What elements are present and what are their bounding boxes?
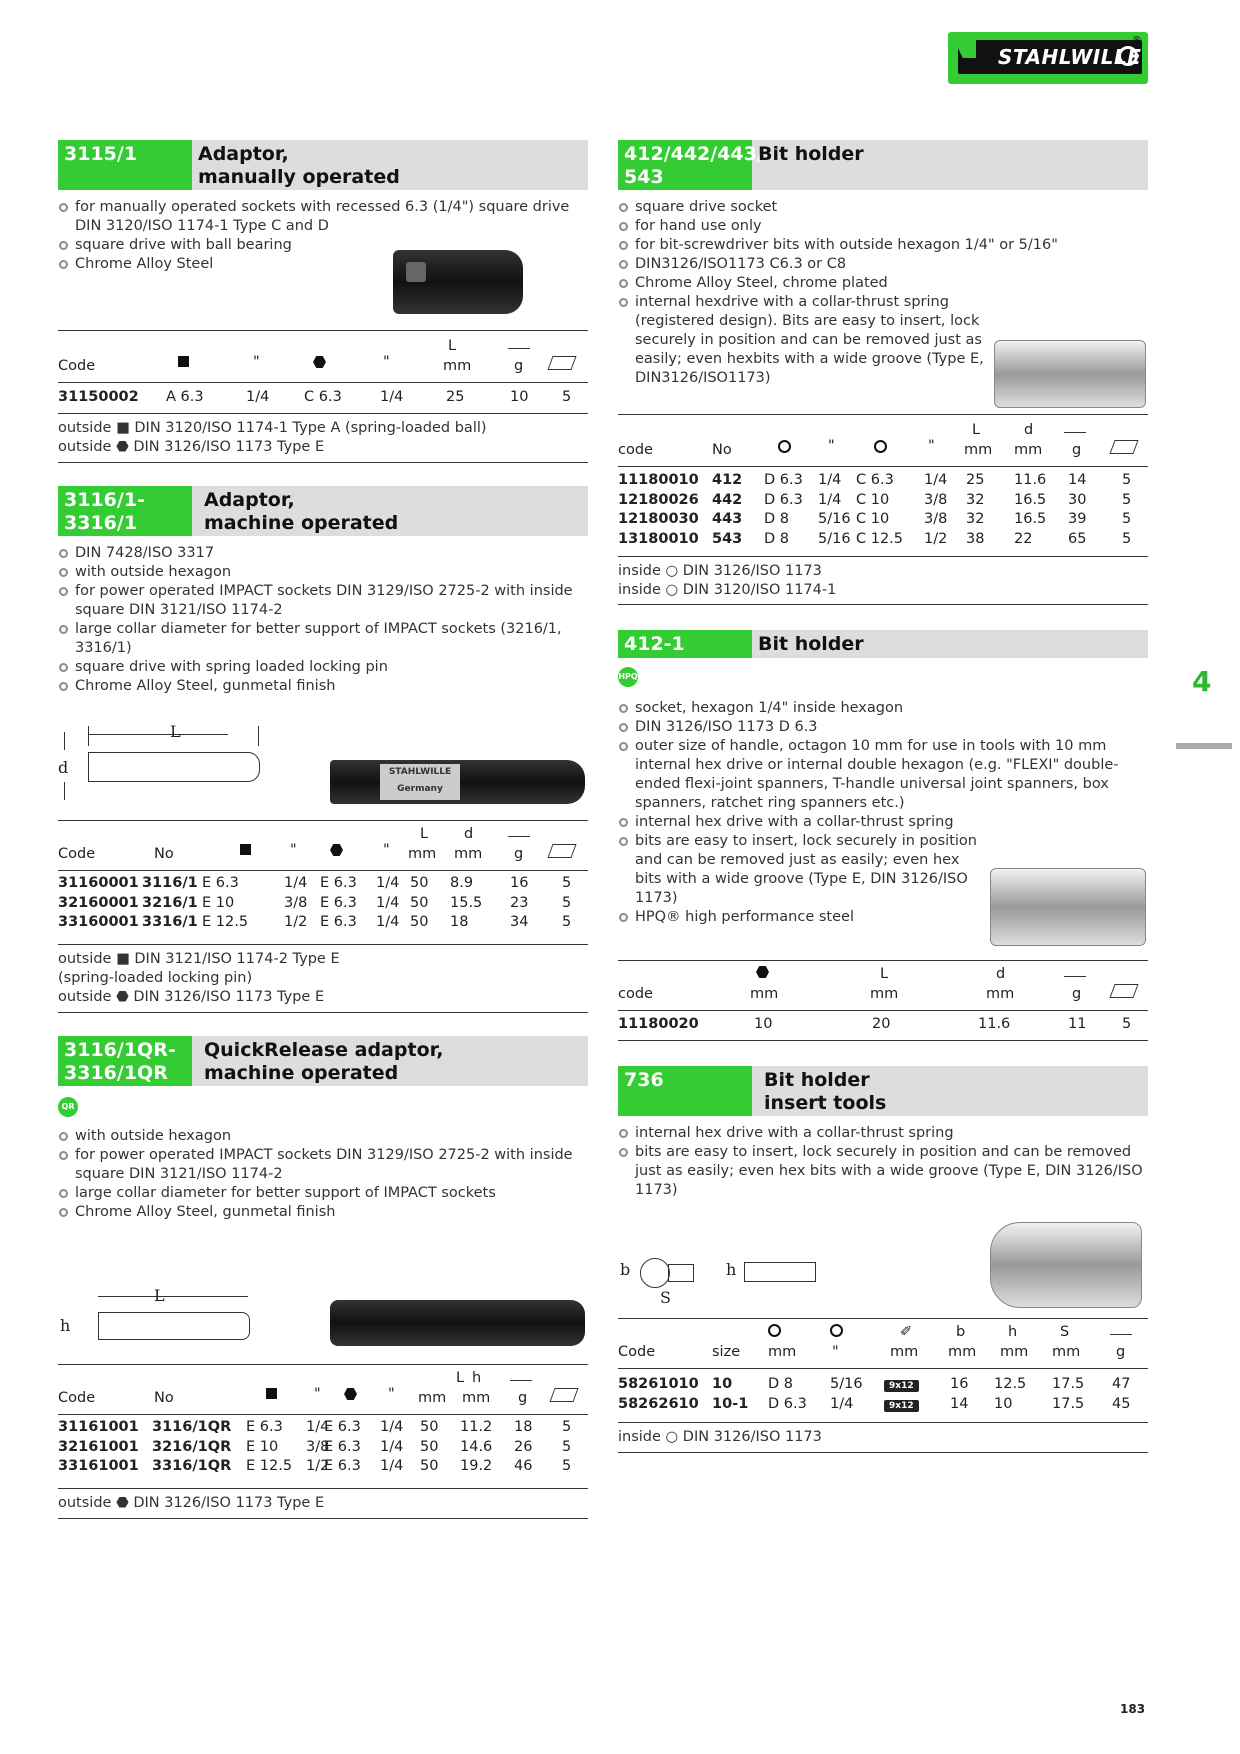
table-cell-hex_in: 1/4 — [376, 894, 400, 911]
table-cell-sq_in: 1/4 — [306, 1419, 330, 1435]
table-cell-b: 16 — [950, 1376, 969, 1392]
list-item: HPQ® high performance steel — [618, 908, 1130, 927]
list-item: Chrome Alloy Steel, gunmetal finish — [58, 677, 588, 696]
divider — [618, 960, 1148, 961]
table-cell-a: D 8 — [764, 511, 789, 527]
table-cell-no: 412 — [712, 472, 743, 488]
list-item: for hand use only — [618, 217, 1143, 236]
divider — [58, 944, 588, 945]
section-header — [58, 486, 588, 536]
table-cell-g: 26 — [514, 1438, 533, 1455]
divider — [58, 413, 588, 414]
divider — [58, 1488, 588, 1489]
section-header — [58, 1036, 588, 1086]
table-cell-g: 45 — [1112, 1395, 1131, 1412]
page-number: 183 — [1120, 1702, 1146, 1716]
dimension-diagram: L h — [58, 1286, 268, 1356]
table-cell-g: 14 — [1068, 472, 1087, 488]
insert-tool-icon: ✐ — [900, 1324, 913, 1340]
section-736 — [618, 1066, 1148, 1200]
table-cell-pack: 5 — [562, 875, 572, 891]
footnote: outside ■ DIN 3121/ISO 1174-2 Type E (spring-loaded locking pin) outside ⬣ DIN 3126/ISO 1173 Type E — [58, 951, 340, 1005]
table-cell-h: 12.5 — [994, 1376, 1027, 1392]
divider — [618, 1452, 1148, 1453]
table-row — [618, 472, 1148, 491]
divider — [58, 462, 588, 463]
product-code: 3116/1- 3316/1 — [58, 486, 192, 536]
table-cell-pack: 5 — [1122, 491, 1132, 508]
table-cell-b: C 12.5 — [856, 530, 904, 547]
table-cell-pack: 5 — [1122, 530, 1132, 547]
table-cell-g: 46 — [514, 1458, 533, 1474]
product-image-label: STAHLWILLE Germany — [380, 764, 460, 800]
table-cell-pill: 9x12 — [884, 1376, 919, 1392]
table-cell-no: 443 — [712, 511, 743, 527]
divider — [58, 870, 588, 871]
divider — [58, 1012, 588, 1013]
table-cell-sq_in: 3/8 — [284, 894, 308, 911]
table-cell-hex: E 6.3 — [324, 1458, 361, 1474]
divider — [58, 1364, 588, 1365]
divider — [618, 1422, 1148, 1423]
table-cell-sq_in: 3/8 — [306, 1438, 330, 1455]
table-cell-pack: 5 — [562, 914, 572, 930]
table-row — [58, 895, 588, 914]
table-cell-d: 11.6 — [1014, 472, 1047, 488]
table-cell-pack: 5 — [562, 894, 572, 911]
divider — [618, 466, 1148, 467]
product-code: 3116/1QR- 3316/1QR — [58, 1036, 192, 1086]
table-cell-hex: E 6.3 — [320, 894, 357, 911]
table-cell-sq: E 6.3 — [246, 1419, 283, 1435]
section-3115-1 — [58, 140, 588, 274]
list-item: for power operated IMPACT sockets DIN 3129/ISO 2725-2 with inside square DIN 3121/ISO 1174-2 — [58, 1146, 588, 1184]
table-cell-d: 18 — [450, 914, 469, 930]
table-cell-a: D 8 — [764, 530, 789, 547]
list-item: with outside hexagon — [58, 1127, 588, 1146]
table-cell-b_in: 1/2 — [924, 530, 948, 547]
table-cell-L: 50 — [420, 1419, 439, 1435]
table-cell-sq_in: 1/2 — [284, 914, 308, 930]
table-cell-L: 32 — [966, 511, 985, 527]
table-cell-size: 10-1 — [712, 1395, 749, 1412]
table-cell-b: 14 — [950, 1395, 969, 1412]
table-cell-code: 31160001 — [58, 875, 139, 891]
table-cell-sq: E 12.5 — [202, 914, 249, 930]
table-cell-pack: 5 — [1122, 472, 1132, 488]
table-header: L Code " " mm g — [58, 338, 588, 378]
table-cell-hex: E 6.3 — [320, 875, 357, 891]
table-cell-h: 14.6 — [460, 1438, 493, 1455]
list-item: socket, hexagon 1/4" inside hexagon — [618, 699, 1130, 718]
table-cell-g: 30 — [1068, 491, 1087, 508]
table-cell-pack: 5 — [562, 1438, 572, 1455]
table-cell-code: 33161001 — [58, 1458, 139, 1474]
divider — [618, 1010, 1148, 1011]
table-cell-pill: 9x12 — [884, 1396, 919, 1412]
table-cell-g: 34 — [510, 914, 529, 930]
section-header — [618, 140, 1148, 190]
product-image-insert-tool — [990, 1222, 1142, 1308]
table-cell-hex: E 6.3 — [324, 1438, 361, 1455]
table-cell-g: 65 — [1068, 530, 1087, 547]
table-cell-a: D 6.3 — [764, 491, 803, 508]
table-cell-hex: E 6.3 — [324, 1419, 361, 1435]
list-item: DIN 3126/ISO 1173 D 6.3 — [618, 718, 1130, 737]
table-cell-pack: 5 — [562, 1458, 572, 1474]
table-row — [618, 531, 1148, 550]
list-item: internal hexdrive with a collar-thrust spring (registered design). Bits are easy to insert, lock securely in position and can be removed just as easily; even hexbits with a wide groove (Type E, DIN3126/ISO1173) — [618, 293, 1015, 388]
table-row — [58, 1439, 588, 1458]
product-image-adaptor — [393, 250, 523, 314]
table-cell-hex_in: 1/4 — [380, 1419, 404, 1435]
table-cell-L: 50 — [410, 894, 429, 911]
section-412-bit-holder — [618, 140, 1148, 388]
table-cell-sq_in: 1/4 — [284, 875, 308, 891]
dimension-diagram: b h S — [618, 1240, 818, 1310]
table-cell-a_in: 5/16 — [830, 1376, 863, 1392]
divider — [58, 382, 588, 383]
footnote: outside ■ DIN 3120/ISO 1174-1 Type A (spring-loaded ball) outside ⬣ DIN 3126/ISO 1173 Type E — [58, 420, 487, 455]
table-cell-sq: E 10 — [246, 1438, 279, 1455]
table-cell-a: D 8 — [768, 1376, 793, 1392]
product-image-bit-holder — [994, 340, 1146, 408]
list-item: square drive with spring loaded locking pin — [58, 658, 588, 677]
table-cell-hex_in: 1/4 — [380, 1438, 404, 1455]
feature-list — [58, 1127, 588, 1222]
table-cell-g: 18 — [514, 1419, 533, 1435]
divider — [618, 1368, 1148, 1369]
product-code: 736 — [618, 1066, 752, 1116]
table-cell-sq: E 12.5 — [246, 1458, 293, 1474]
table-row — [58, 1458, 588, 1477]
table-cell-h: 11.2 — [460, 1419, 493, 1435]
table-cell-a: D 6.3 — [764, 472, 803, 488]
list-item: square drive with ball bearing — [58, 236, 588, 255]
list-item: Chrome Alloy Steel, chrome plated — [618, 274, 1143, 293]
chapter-tab-bar — [1176, 743, 1232, 749]
table-cell-b_in: 3/8 — [924, 491, 948, 508]
table-cell-code: 11180010 — [618, 472, 699, 488]
section-3116-1 — [58, 486, 588, 696]
product-title: Bit holder insert tools — [764, 1069, 887, 1114]
table-cell-hex: E 6.3 — [320, 914, 357, 930]
footnote: outside ⬣ DIN 3126/ISO 1173 Type E — [58, 1495, 325, 1511]
list-item: square drive socket — [618, 198, 1143, 217]
table-cell-no: 3216/1QR — [152, 1438, 232, 1455]
divider — [58, 330, 588, 331]
table-cell-d: 16.5 — [1014, 491, 1047, 508]
list-item: Chrome Alloy Steel — [58, 255, 588, 274]
table-cell-a_in: 1/4 — [818, 472, 842, 488]
product-code: 412-1 — [618, 630, 752, 658]
list-item: Chrome Alloy Steel, gunmetal finish — [58, 1203, 588, 1222]
table-row: 11180020 10 20 11.6 11 5 — [618, 1016, 1132, 1032]
table-cell-d: 15.5 — [450, 894, 483, 911]
table-cell-no: 3116/1 — [142, 875, 198, 891]
list-item: bits are easy to insert, lock securely in position and can be removed just as easily; even hex bits with a wide groove (Type E, DIN 3126/ISO 1173) — [618, 1143, 1143, 1200]
logo-registered-mark: ® — [1132, 35, 1142, 46]
table-cell-code: 32161001 — [58, 1438, 139, 1455]
table-row — [58, 914, 588, 933]
table-cell-size: 10 — [712, 1376, 733, 1392]
feature-list — [618, 1124, 1143, 1200]
table-cell-h: 19.2 — [460, 1458, 493, 1474]
product-image-quickrelease — [330, 1300, 585, 1346]
table-cell-L: 32 — [966, 491, 985, 508]
quickrelease-badge-icon: QR — [58, 1097, 78, 1117]
product-title: Adaptor, manually operated — [198, 143, 400, 188]
table-cell-hex_in: 1/4 — [376, 914, 400, 930]
table-row — [58, 1419, 588, 1438]
divider — [618, 1318, 1148, 1319]
table-row: 31150002 A 6.3 1/4 C 6.3 1/4 25 10 5 — [58, 389, 572, 405]
table-cell-code: 58262610 — [618, 1395, 699, 1412]
table-row — [618, 1396, 1148, 1415]
table-cell-g: 39 — [1068, 511, 1087, 527]
table-cell-d: 8.9 — [450, 875, 474, 891]
table-row — [618, 1376, 1148, 1395]
table-header: ✐ b h S Code size mm " mm mm mm mm g — [618, 1324, 1148, 1364]
chapter-tab: 4 — [1192, 665, 1212, 698]
table-cell-g: 23 — [510, 894, 529, 911]
footnote: inside ○ DIN 3126/ISO 1173 inside ○ DIN 3120/ISO 1174-1 — [618, 563, 837, 598]
divider — [58, 1518, 588, 1519]
list-item: outer size of handle, octagon 10 mm for use in tools with 10 mm internal hex drive or internal double hexagon (e.g. "FLEXI" double-ended flexi-joint spanners, T-handle universal joint spanners, box spanners, ratchet ring spanners etc.) — [618, 737, 1130, 813]
table-cell-no: 543 — [712, 530, 743, 547]
product-image-bit-holder-412-1 — [990, 868, 1146, 946]
footnote: inside ○ DIN 3126/ISO 1173 — [618, 1429, 822, 1445]
product-title: Bit holder — [758, 633, 864, 655]
section-header — [618, 1066, 1148, 1116]
table-cell-b: C 6.3 — [856, 472, 894, 488]
table-cell-b: C 10 — [856, 511, 890, 527]
table-cell-no: 442 — [712, 491, 743, 508]
table-cell-L: 50 — [410, 914, 429, 930]
list-item: internal hex drive with a collar-thrust spring — [618, 813, 1130, 832]
list-item: large collar diameter for better support of IMPACT sockets — [58, 1184, 588, 1203]
table-cell-b: C 10 — [856, 491, 890, 508]
divider — [618, 414, 1148, 415]
table-cell-sq: E 6.3 — [202, 875, 239, 891]
table-cell-sq_in: 1/2 — [306, 1458, 330, 1474]
table-cell-L: 50 — [410, 875, 429, 891]
table-cell-code: 31161001 — [58, 1419, 139, 1435]
table-cell-b_in: 3/8 — [924, 511, 948, 527]
table-header: L d code No " " mm mm g — [618, 422, 1148, 462]
product-title: Adaptor, machine operated — [204, 489, 399, 534]
divider — [618, 604, 1148, 605]
list-item: DIN 7428/ISO 3317 — [58, 544, 588, 563]
table-cell-g: 16 — [510, 875, 529, 891]
table-header: L d code mm mm mm g — [618, 966, 1148, 1006]
table-cell-b_in: 1/4 — [924, 472, 948, 488]
feature-list — [58, 544, 588, 696]
divider — [618, 556, 1148, 557]
table-cell-L: 38 — [966, 530, 985, 547]
divider — [58, 1414, 588, 1415]
table-cell-code: 13180010 — [618, 530, 699, 547]
table-cell-S: 17.5 — [1052, 1376, 1085, 1392]
section-header — [58, 140, 588, 190]
table-row — [618, 492, 1148, 511]
table-row — [618, 511, 1148, 530]
list-item: for bit-screwdriver bits with outside hexagon 1/4" or 5/16" — [618, 236, 1143, 255]
table-cell-code: 12180030 — [618, 511, 699, 527]
table-cell-a_in: 5/16 — [818, 511, 851, 527]
list-item: large collar diameter for better support of IMPACT sockets (3216/1, 3316/1) — [58, 620, 588, 658]
product-code: 412/442/443/ 543 — [618, 140, 752, 190]
list-item: DIN3126/ISO1173 C6.3 or C8 — [618, 255, 1143, 274]
table-cell-code: 33160001 — [58, 914, 139, 930]
dimension-diagram: L d — [58, 722, 268, 802]
table-cell-L: 50 — [420, 1438, 439, 1455]
table-cell-code: 58261010 — [618, 1376, 699, 1392]
table-cell-a: D 6.3 — [768, 1395, 807, 1412]
logo-wordmark: STAHLWILLE — [958, 40, 1142, 74]
table-cell-d: 22 — [1014, 530, 1033, 547]
table-cell-code: 32160001 — [58, 894, 139, 911]
table-cell-hex_in: 1/4 — [376, 875, 400, 891]
table-cell-g: 47 — [1112, 1376, 1131, 1392]
section-3116-1qr — [58, 1036, 588, 1222]
table-cell-a_in: 5/16 — [818, 530, 851, 547]
table-cell-a_in: 1/4 — [830, 1395, 854, 1412]
table-cell-hex_in: 1/4 — [380, 1458, 404, 1474]
list-item: for manually operated sockets with recessed 6.3 (1/4") square drive DIN 3120/ISO 1174-1 Type C and D — [58, 198, 588, 236]
table-cell-d: 16.5 — [1014, 511, 1047, 527]
table-cell-sq: E 10 — [202, 894, 235, 911]
section-412-1 — [618, 630, 1148, 927]
list-item: bits are easy to insert, lock securely in position and can be removed just as easily; even hex bits with a wide groove (Type E, DIN 3126/ISO 1173) — [618, 832, 990, 908]
table-cell-S: 17.5 — [1052, 1395, 1085, 1412]
divider — [58, 820, 588, 821]
section-header — [618, 630, 1148, 658]
table-cell-code: 12180026 — [618, 491, 699, 508]
table-cell-no: 3316/1QR — [152, 1458, 232, 1474]
table-cell-h: 10 — [994, 1395, 1013, 1412]
product-code: 3115/1 — [58, 140, 192, 190]
table-cell-pack: 5 — [1122, 511, 1132, 527]
logo-gear-icon — [1118, 46, 1138, 66]
hpq-badge-icon: HPQ — [618, 667, 638, 687]
table-cell-a_in: 1/4 — [818, 491, 842, 508]
list-item: internal hex drive with a collar-thrust spring — [618, 1124, 1143, 1143]
table-cell-no: 3116/1QR — [152, 1419, 232, 1435]
product-image-square — [406, 262, 426, 282]
product-title: Bit holder — [758, 143, 864, 165]
table-cell-no: 3316/1 — [142, 914, 198, 930]
table-cell-no: 3216/1 — [142, 894, 198, 911]
divider — [618, 1040, 1148, 1041]
table-header: L d Code No " " mm mm g — [58, 826, 588, 866]
product-title: QuickRelease adaptor, machine operated — [204, 1039, 444, 1084]
table-header: L h Code No " " mm mm g — [58, 1370, 588, 1410]
table-row — [58, 875, 588, 894]
stahlwille-logo — [948, 32, 1148, 84]
list-item: with outside hexagon — [58, 563, 588, 582]
table-cell-pack: 5 — [562, 1419, 572, 1435]
table-cell-L: 50 — [420, 1458, 439, 1474]
table-cell-L: 25 — [966, 472, 985, 488]
list-item: for power operated IMPACT sockets DIN 3129/ISO 2725-2 with inside square DIN 3121/ISO 1174-2 — [58, 582, 588, 620]
